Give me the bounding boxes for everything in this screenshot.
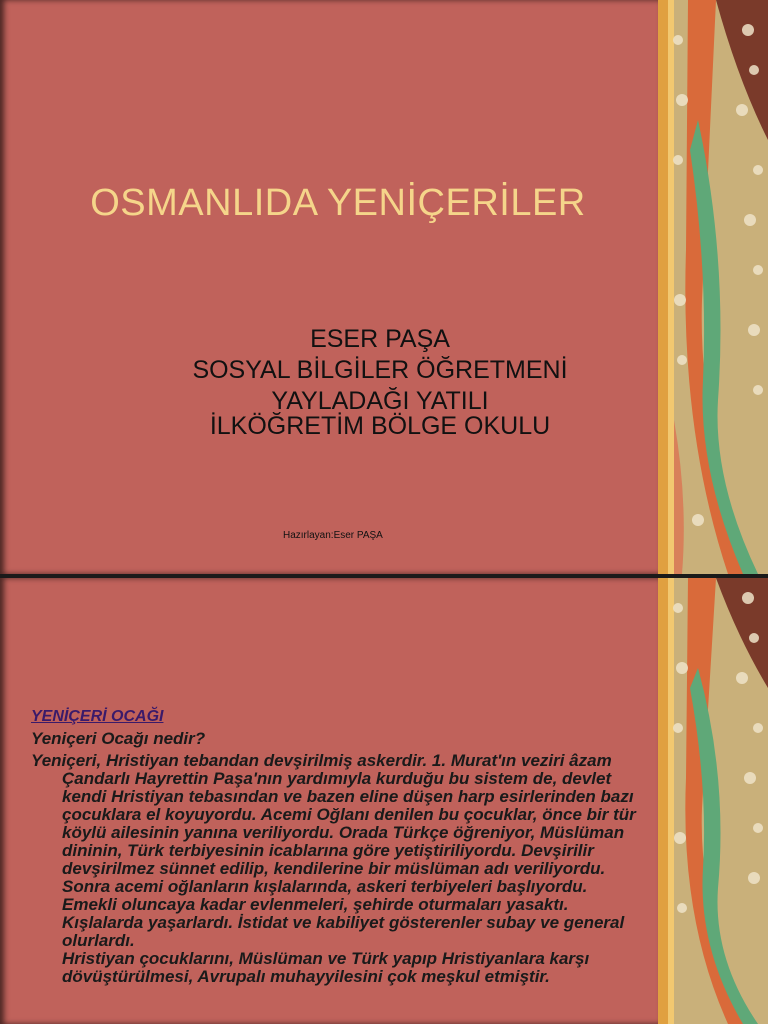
slide-title: OSMANLIDA YENİÇERİLER [90, 182, 586, 224]
subtitle-line-1: ESER PAŞA [310, 325, 450, 353]
slide-subtitle [0, 324, 760, 442]
subtitle-line-2: SOSYAL BİLGİLER ÖĞRETMENİ [192, 356, 568, 384]
section-heading: YENİÇERİ OCAĞI [31, 708, 164, 725]
decorative-border-pattern [658, 578, 768, 1024]
slide-content [31, 708, 643, 986]
prepared-by-text: Hazırlayan:Eser PAŞA [283, 530, 383, 541]
body-paragraph: Yeniçeri, Hristiyan tebandan devşirilmiş askerdir. 1. Murat'ın veziri âzam Çandarlı Hayrettin Paşa'nın yardımıyla kurduğu bu sistem de, devlet kendi Hristiyan tebasından ve bazen eline düşen harp esirlerinden bazı çocuklara el koyuyordu. Acemi Oğlanı denilen bu çocuklar, önce bir tür köylü ailesinin yanına veriliyordu. Orada Türkçe öğreniyor, Müslüman dininin, Türk terbiyesinin icablarına göre yetiştiriliyordu. Devşirilir devşirilmez sünnet edilip, kendilerine bir müslüman adı veriliyordu. Sonra acemi oğlanların kışlalarında, askeri terbiyeleri başlıyordu. Emekli oluncaya kadar evlenmeleri, şehirde oturmaları yasaktı. Kışlalarda yaşarlardı. İstidat ve kabiliyet gösterenler subay ve general olurlardı. [31, 751, 636, 950]
subtitle-line-4: İLKÖĞRETİM BÖLGE OKULU [209, 412, 551, 440]
slide-body [0, 0, 658, 574]
subtitle-line-3: YAYLADAĞI YATILI [271, 387, 489, 415]
body-paragraph-2: Hristiyan çocuklarını, Müslüman ve Türk yapıp Hristiyanlara karşı dövüştürülmesi, Avrupalı muhayyilesini çok meşkul etmiştir. [62, 949, 590, 986]
question-line: Yeniçeri Ocağı nedir? [31, 729, 206, 748]
decorative-border-pattern [658, 0, 768, 574]
content-slide [0, 578, 768, 1024]
